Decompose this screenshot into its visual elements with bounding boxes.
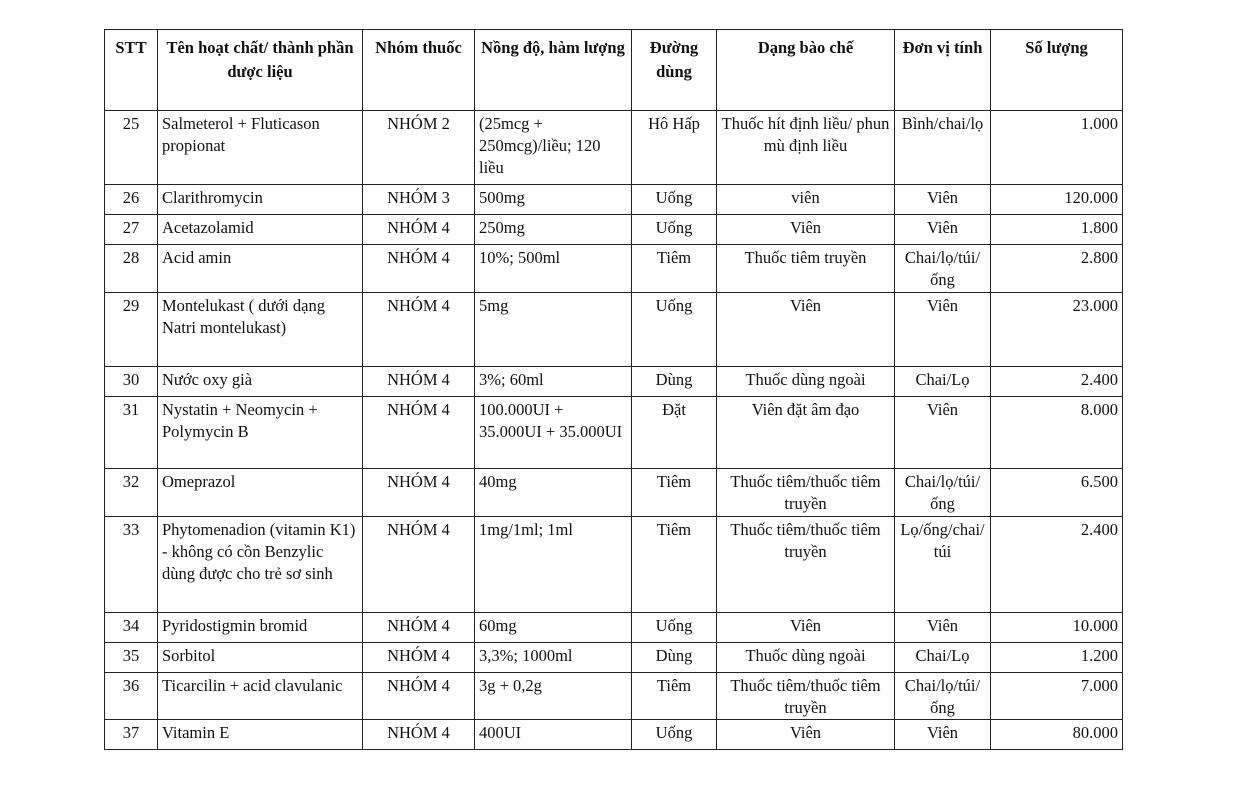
cell-name: Acid amin — [158, 245, 363, 293]
cell-route: Tiêm — [632, 517, 717, 613]
cell-name: Clarithromycin — [158, 185, 363, 215]
cell-quantity: 7.000 — [991, 673, 1123, 720]
cell-route: Uống — [632, 613, 717, 643]
cell-stt: 32 — [105, 469, 158, 517]
cell-concentration: 3%; 60ml — [475, 367, 632, 397]
header-concentration: Nồng độ, hàm lượng — [475, 30, 632, 111]
cell-stt: 31 — [105, 397, 158, 469]
cell-stt: 36 — [105, 673, 158, 720]
cell-concentration: 400UI — [475, 720, 632, 750]
cell-route: Dùng — [632, 367, 717, 397]
table-row — [105, 469, 1123, 517]
cell-group: NHÓM 4 — [363, 643, 475, 673]
cell-route: Tiêm — [632, 673, 717, 720]
cell-stt: 25 — [105, 111, 158, 185]
cell-form: Thuốc tiêm/thuốc tiêm truyền — [717, 517, 895, 613]
cell-group: NHÓM 4 — [363, 517, 475, 613]
cell-stt: 26 — [105, 185, 158, 215]
cell-concentration: 500mg — [475, 185, 632, 215]
cell-stt: 30 — [105, 367, 158, 397]
cell-name: Omeprazol — [158, 469, 363, 517]
cell-quantity: 2.800 — [991, 245, 1123, 293]
cell-name: Vitamin E — [158, 720, 363, 750]
cell-concentration: 3g + 0,2g — [475, 673, 632, 720]
cell-concentration: 3,3%; 1000ml — [475, 643, 632, 673]
cell-route: Uống — [632, 215, 717, 245]
cell-name: Montelukast ( dưới dạng Natri montelukast) — [158, 293, 363, 367]
cell-stt: 33 — [105, 517, 158, 613]
cell-route: Uống — [632, 293, 717, 367]
cell-stt: 27 — [105, 215, 158, 245]
cell-group: NHÓM 4 — [363, 245, 475, 293]
cell-route: Tiêm — [632, 469, 717, 517]
cell-form: Viên — [717, 720, 895, 750]
cell-form: Viên đặt âm đạo — [717, 397, 895, 469]
cell-route: Đặt — [632, 397, 717, 469]
cell-form: Viên — [717, 613, 895, 643]
cell-quantity: 2.400 — [991, 517, 1123, 613]
cell-stt: 35 — [105, 643, 158, 673]
cell-unit: Chai/Lọ — [895, 643, 991, 673]
cell-quantity: 23.000 — [991, 293, 1123, 367]
table-row — [105, 517, 1123, 613]
header-stt: STT — [105, 30, 158, 111]
cell-concentration: 60mg — [475, 613, 632, 643]
table-row — [105, 673, 1123, 720]
cell-unit: Chai/Lọ — [895, 367, 991, 397]
header-route: Đường dùng — [632, 30, 717, 111]
cell-quantity: 120.000 — [991, 185, 1123, 215]
table-row — [105, 397, 1123, 469]
cell-concentration: (25mcg + 250mcg)/liều; 120 liều — [475, 111, 632, 185]
cell-unit: Bình/chai/lọ — [895, 111, 991, 185]
cell-route: Dùng — [632, 643, 717, 673]
table-row — [105, 613, 1123, 643]
cell-quantity: 6.500 — [991, 469, 1123, 517]
cell-form: Thuốc dùng ngoài — [717, 367, 895, 397]
table-row — [105, 720, 1123, 750]
cell-concentration: 10%; 500ml — [475, 245, 632, 293]
cell-form: Thuốc tiêm truyền — [717, 245, 895, 293]
cell-form: viên — [717, 185, 895, 215]
cell-group: NHÓM 4 — [363, 720, 475, 750]
cell-quantity: 1.000 — [991, 111, 1123, 185]
cell-form: Viên — [717, 215, 895, 245]
cell-concentration: 1mg/1ml; 1ml — [475, 517, 632, 613]
cell-concentration: 40mg — [475, 469, 632, 517]
cell-group: NHÓM 4 — [363, 367, 475, 397]
cell-unit: Viên — [895, 397, 991, 469]
cell-name: Phytomenadion (vitamin K1) - không có cồn Benzylic dùng được cho trẻ sơ sinh — [158, 517, 363, 613]
cell-group: NHÓM 3 — [363, 185, 475, 215]
header-form: Dạng bào chế — [717, 30, 895, 111]
cell-group: NHÓM 4 — [363, 215, 475, 245]
cell-quantity: 1.200 — [991, 643, 1123, 673]
cell-concentration: 250mg — [475, 215, 632, 245]
table-row — [105, 245, 1123, 293]
cell-group: NHÓM 2 — [363, 111, 475, 185]
cell-stt: 29 — [105, 293, 158, 367]
cell-unit: Lọ/ống/chai/ túi — [895, 517, 991, 613]
cell-name: Salmeterol + Fluticason propionat — [158, 111, 363, 185]
cell-unit: Chai/lọ/túi/ống — [895, 245, 991, 293]
cell-unit: Viên — [895, 185, 991, 215]
cell-group: NHÓM 4 — [363, 469, 475, 517]
cell-unit: Viên — [895, 720, 991, 750]
table-row — [105, 185, 1123, 215]
cell-form: Thuốc tiêm/thuốc tiêm truyền — [717, 469, 895, 517]
cell-group: NHÓM 4 — [363, 397, 475, 469]
cell-quantity: 8.000 — [991, 397, 1123, 469]
cell-name: Sorbitol — [158, 643, 363, 673]
cell-name: Nước oxy già — [158, 367, 363, 397]
cell-unit: Chai/lọ/túi/ống — [895, 469, 991, 517]
header-name: Tên hoạt chất/ thành phần dược liệu — [158, 30, 363, 111]
cell-route: Uống — [632, 720, 717, 750]
header-group: Nhóm thuốc — [363, 30, 475, 111]
cell-name: Acetazolamid — [158, 215, 363, 245]
cell-quantity: 1.800 — [991, 215, 1123, 245]
cell-quantity: 10.000 — [991, 613, 1123, 643]
cell-stt: 28 — [105, 245, 158, 293]
table-row — [105, 215, 1123, 245]
header-quantity: Số lượng — [991, 30, 1123, 111]
cell-quantity: 80.000 — [991, 720, 1123, 750]
cell-route: Uống — [632, 185, 717, 215]
cell-form: Thuốc hít định liều/ phun mù định liều — [717, 111, 895, 185]
cell-concentration: 5mg — [475, 293, 632, 367]
table-row — [105, 111, 1123, 185]
cell-name: Nystatin + Neomycin + Polymycin B — [158, 397, 363, 469]
cell-name: Ticarcilin + acid clavulanic — [158, 673, 363, 720]
table-row — [105, 293, 1123, 367]
cell-route: Tiêm — [632, 245, 717, 293]
cell-stt: 34 — [105, 613, 158, 643]
table-row — [105, 643, 1123, 673]
cell-group: NHÓM 4 — [363, 293, 475, 367]
cell-stt: 37 — [105, 720, 158, 750]
table-row — [105, 367, 1123, 397]
cell-unit: Viên — [895, 215, 991, 245]
cell-quantity: 2.400 — [991, 367, 1123, 397]
drug-list-table — [104, 29, 1123, 750]
cell-form: Viên — [717, 293, 895, 367]
cell-form: Thuốc dùng ngoài — [717, 643, 895, 673]
cell-form: Thuốc tiêm/thuốc tiêm truyền — [717, 673, 895, 720]
header-unit: Đơn vị tính — [895, 30, 991, 111]
cell-concentration: 100.000UI + 35.000UI + 35.000UI — [475, 397, 632, 469]
table-header-row — [105, 30, 1123, 111]
cell-unit: Chai/lọ/túi/ống — [895, 673, 991, 720]
table-body — [105, 111, 1123, 750]
cell-group: NHÓM 4 — [363, 613, 475, 643]
cell-unit: Viên — [895, 613, 991, 643]
cell-unit: Viên — [895, 293, 991, 367]
cell-route: Hô Hấp — [632, 111, 717, 185]
cell-name: Pyridostigmin bromid — [158, 613, 363, 643]
cell-group: NHÓM 4 — [363, 673, 475, 720]
